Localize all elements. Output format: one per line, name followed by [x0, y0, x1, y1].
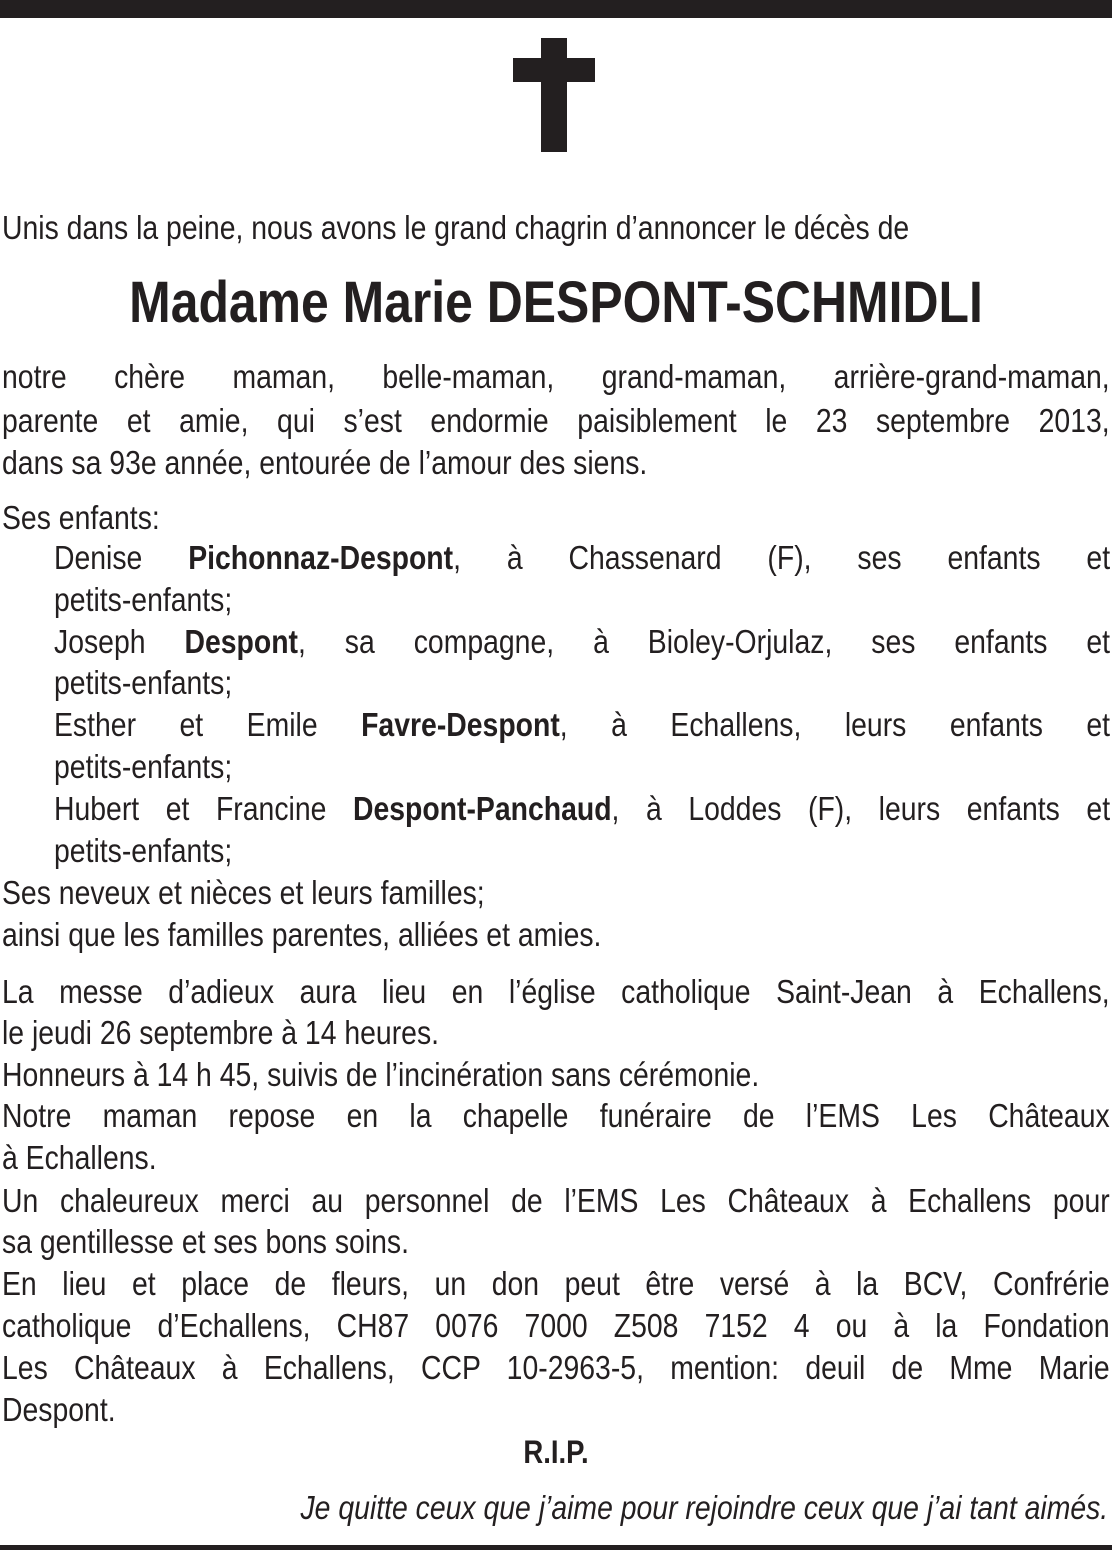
tribute-line-3: dans sa 93e année, entourée de l’amour des siens.	[2, 444, 648, 481]
closing-quote: Je quitte ceux que j’aime pour rejoindre ceux que j’ai tant aimés.	[300, 1489, 1108, 1526]
child-entry-3: Esther et Emile Favre-Despont, à Echallens, leurs enfants et	[54, 706, 1111, 743]
relatives-line-2: ainsi que les familles parentes, alliées et amies.	[2, 916, 602, 953]
child-entry-1-cont: petits-enfants;	[54, 581, 233, 618]
details-line-1: La messe d’adieux aura lieu en l’église catholique Saint-Jean à Echallens,	[2, 973, 1110, 1010]
child-entry-1: Denise Pichonnaz-Despont, à Chassenard (F), ses enfants et	[54, 539, 1111, 576]
rip-text: R.I.P.	[523, 1434, 589, 1470]
deceased-name: Madame Marie DESPONT-SCHMIDLI	[129, 270, 983, 335]
child-entry-2: Joseph Despont, sa compagne, à Bioley-Orjulaz, ses enfants et	[54, 623, 1111, 660]
top-rule	[0, 0, 1112, 18]
child-entry-4-cont: petits-enfants;	[54, 832, 233, 869]
cross-icon	[513, 38, 595, 152]
child-entry-3-cont: petits-enfants;	[54, 748, 233, 785]
details-line-8: En lieu et place de fleurs, un don peut être versé à la BCV, Confrérie	[2, 1265, 1110, 1302]
children-heading: Ses enfants:	[2, 499, 160, 536]
tribute-line-1: notre chère maman, belle-maman, grand-maman, arrière-grand-maman,	[2, 358, 1110, 395]
details-line-7: sa gentillesse et ses bons soins.	[2, 1223, 410, 1260]
intro-text: Unis dans la peine, nous avons le grand chagrin d’annoncer le décès de	[2, 209, 910, 246]
child-surname-4: Despont-Panchaud	[352, 790, 612, 827]
details-line-5: à Echallens.	[2, 1139, 157, 1176]
details-line-2: le jeudi 26 septembre à 14 heures.	[2, 1014, 440, 1051]
details-line-11: Despont.	[2, 1391, 116, 1428]
bottom-rule	[0, 1545, 1112, 1550]
tribute-line-2: parente et amie, qui s’est endormie paisiblement le 23 septembre 2013,	[2, 402, 1110, 439]
child-entry-4: Hubert et Francine Despont-Panchaud, à Loddes (F), leurs enfants et	[54, 790, 1111, 827]
child-entry-2-cont: petits-enfants;	[54, 664, 233, 701]
details-line-3: Honneurs à 14 h 45, suivis de l’incinération sans cérémonie.	[2, 1056, 760, 1093]
child-surname-3: Favre-Despont	[361, 706, 560, 743]
details-line-4: Notre maman repose en la chapelle funéraire de l’EMS Les Châteaux	[2, 1097, 1110, 1134]
child-surname-1: Pichonnaz-Despont	[188, 539, 454, 576]
details-line-9: catholique d’Echallens, CH87 0076 7000 Z508 7152 4 ou à la Fondation	[2, 1307, 1110, 1344]
child-surname-2: Despont	[184, 623, 298, 660]
relatives-line-1: Ses neveux et nièces et leurs familles;	[2, 874, 485, 911]
details-line-6: Un chaleureux merci au personnel de l’EMS Les Châteaux à Echallens pour	[2, 1182, 1110, 1219]
details-line-10: Les Châteaux à Echallens, CCP 10-2963-5, mention: deuil de Mme Marie	[2, 1349, 1110, 1386]
